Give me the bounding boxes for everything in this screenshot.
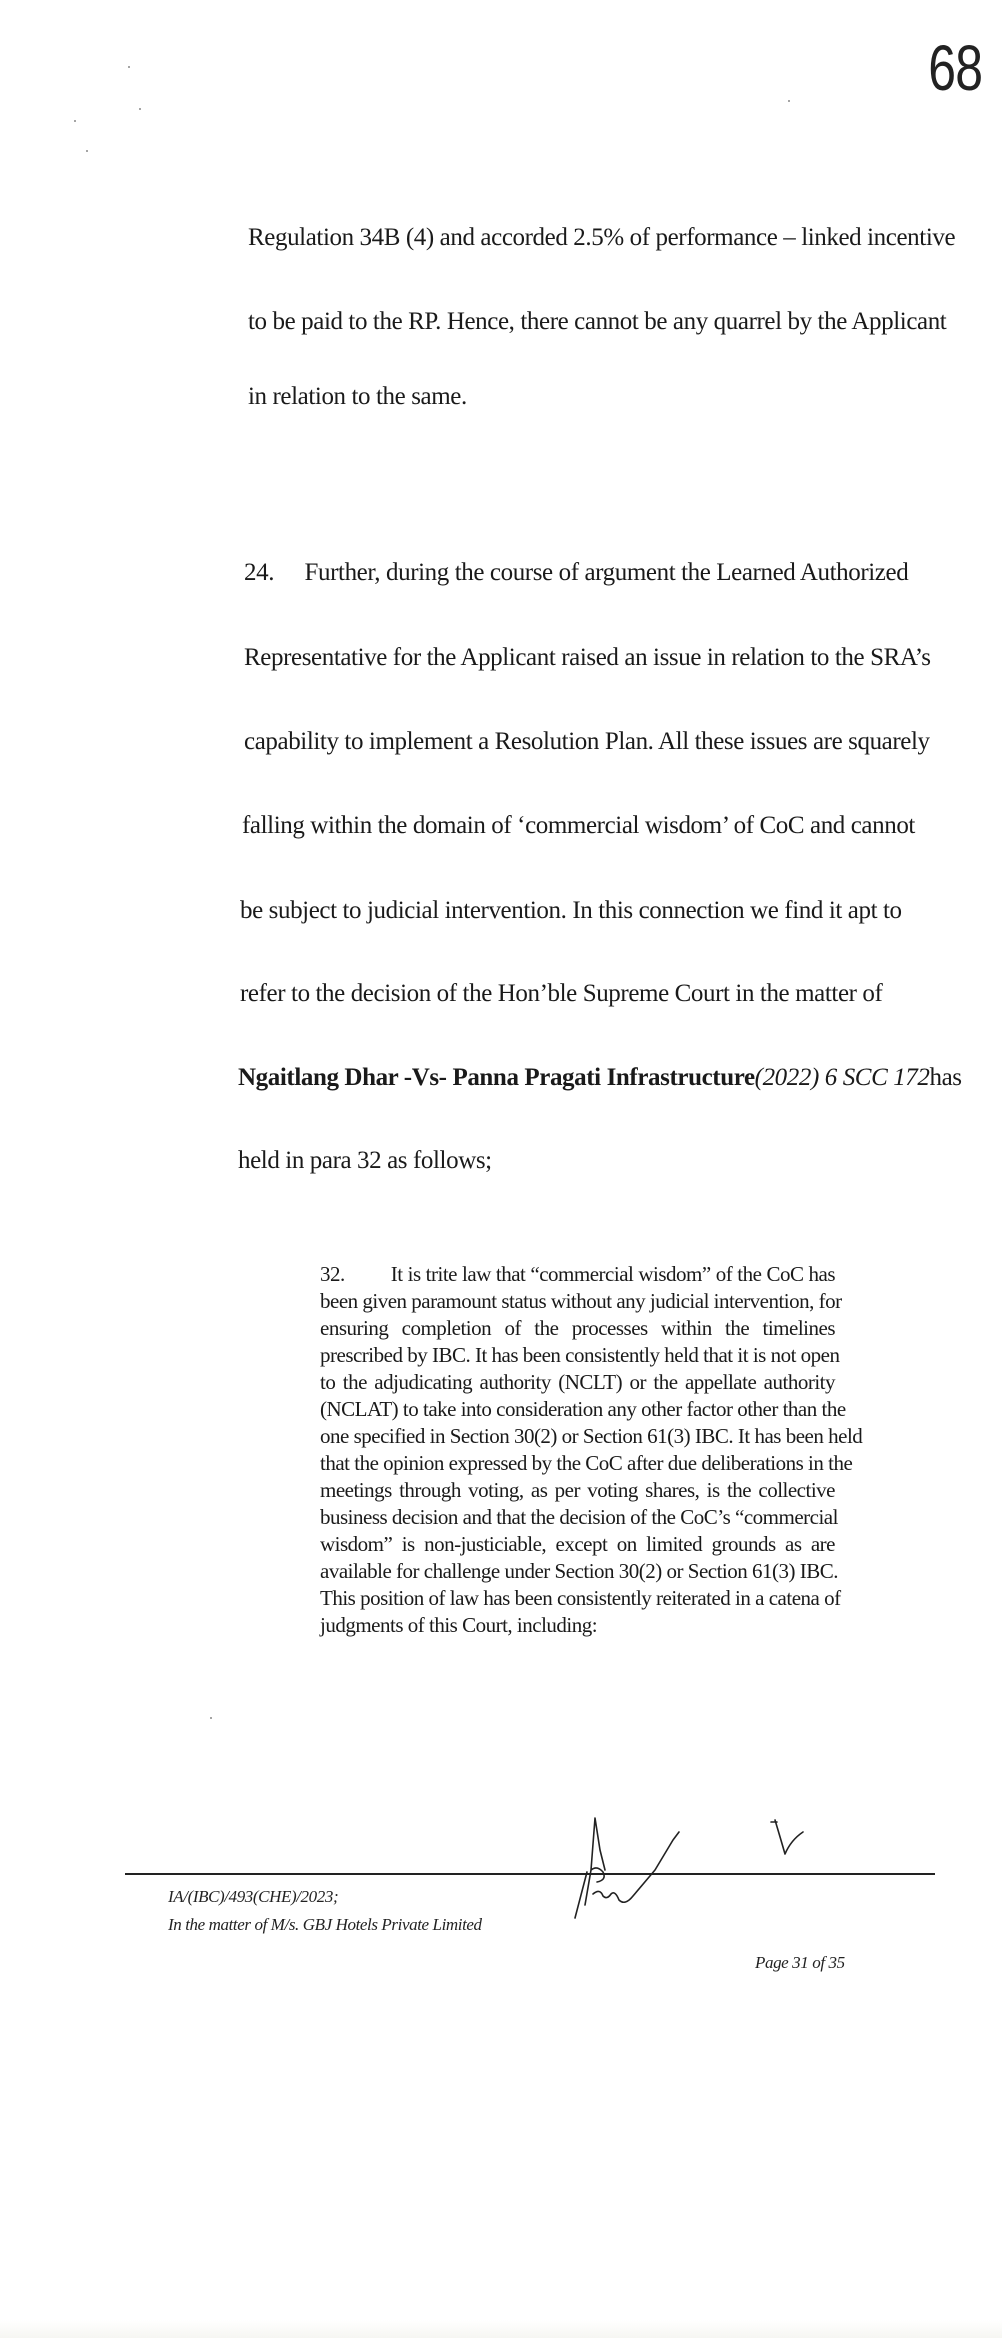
- body-line: Regulation 34B (4) and accorded 2.5% of performance – linked incentive: [248, 224, 956, 251]
- scan-speck: [128, 66, 130, 68]
- quote-line: ensuring completion of the processes within the timelines: [320, 1316, 835, 1340]
- quote-line: This position of law has been consistently reiterated in a catena of: [320, 1586, 841, 1610]
- body-line: be subject to judicial intervention. In this connection we find it apt to: [240, 897, 902, 924]
- body-line: 24. Further, during the course of argument the Learned Authorized: [244, 559, 909, 586]
- case-citation-line: [238, 1064, 962, 1092]
- quote-line: wisdom” is non-justiciable, except on limited grounds as are: [320, 1532, 835, 1556]
- quote-line: business decision and that the decision of the CoC’s “commercial: [320, 1505, 838, 1529]
- quote-line: prescribed by IBC. It has been consistently held that it is not open: [320, 1343, 840, 1367]
- scan-speck: [788, 100, 790, 102]
- body-line: falling within the domain of ‘commercial wisdom’ of CoC and cannot: [242, 812, 915, 839]
- body-line: Representative for the Applicant raised an issue in relation to the SRA’s: [244, 644, 931, 671]
- scan-speck: [74, 120, 76, 122]
- scan-edge: [0, 2320, 1002, 2338]
- quote-line: one specified in Section 30(2) or Section 61(3) IBC. It has been held: [320, 1424, 863, 1448]
- footer-case-number: IA/(IBC)/493(CHE)/2023;: [168, 1887, 339, 1906]
- quote-line: meetings through voting, as per voting shares, is the collective: [320, 1478, 835, 1502]
- case-name: Ngaitlang Dhar -Vs- Panna Pragati Infrastructure: [238, 1064, 755, 1091]
- quote-line: that the opinion expressed by the CoC after due deliberations in the: [320, 1451, 853, 1475]
- body-line: held in para 32 as follows;: [238, 1147, 492, 1174]
- signatures: [545, 1810, 835, 1920]
- case-citation: (2022) 6 SCC 172: [754, 1064, 930, 1091]
- quote-line: 32. It is trite law that “commercial wisdom” of the CoC has: [320, 1262, 835, 1286]
- scan-speck: [139, 108, 141, 110]
- quote-line: available for challenge under Section 30(2) or Section 61(3) IBC.: [320, 1559, 838, 1583]
- body-line: to be paid to the RP. Hence, there cannot be any quarrel by the Applicant: [248, 308, 947, 335]
- footer-matter: In the matter of M/s. GBJ Hotels Private Limited: [168, 1915, 482, 1934]
- footer-page-label: Page 31 of 35: [755, 1953, 845, 1972]
- page-number: 68: [928, 32, 982, 104]
- footer-rule: [125, 1873, 935, 1875]
- quote-line: been given paramount status without any judicial intervention, for: [320, 1289, 842, 1313]
- quote-line: judgments of this Court, including:: [320, 1613, 598, 1637]
- case-line-suffix: has: [929, 1064, 962, 1091]
- signature-mark: [771, 1820, 803, 1854]
- scan-speck: [210, 1717, 212, 1719]
- body-line: capability to implement a Resolution Plan. All these issues are squarely: [244, 728, 930, 755]
- scan-speck: [86, 150, 88, 152]
- signature-mark: [575, 1818, 679, 1918]
- footer-case-info: [168, 1883, 482, 1939]
- body-line: in relation to the same.: [248, 383, 467, 410]
- quote-line: to the adjudicating authority (NCLT) or the appellate authority: [320, 1370, 835, 1394]
- body-line: refer to the decision of the Hon’ble Supreme Court in the matter of: [240, 980, 883, 1007]
- quote-line: (NCLAT) to take into consideration any other factor other than the: [320, 1397, 846, 1421]
